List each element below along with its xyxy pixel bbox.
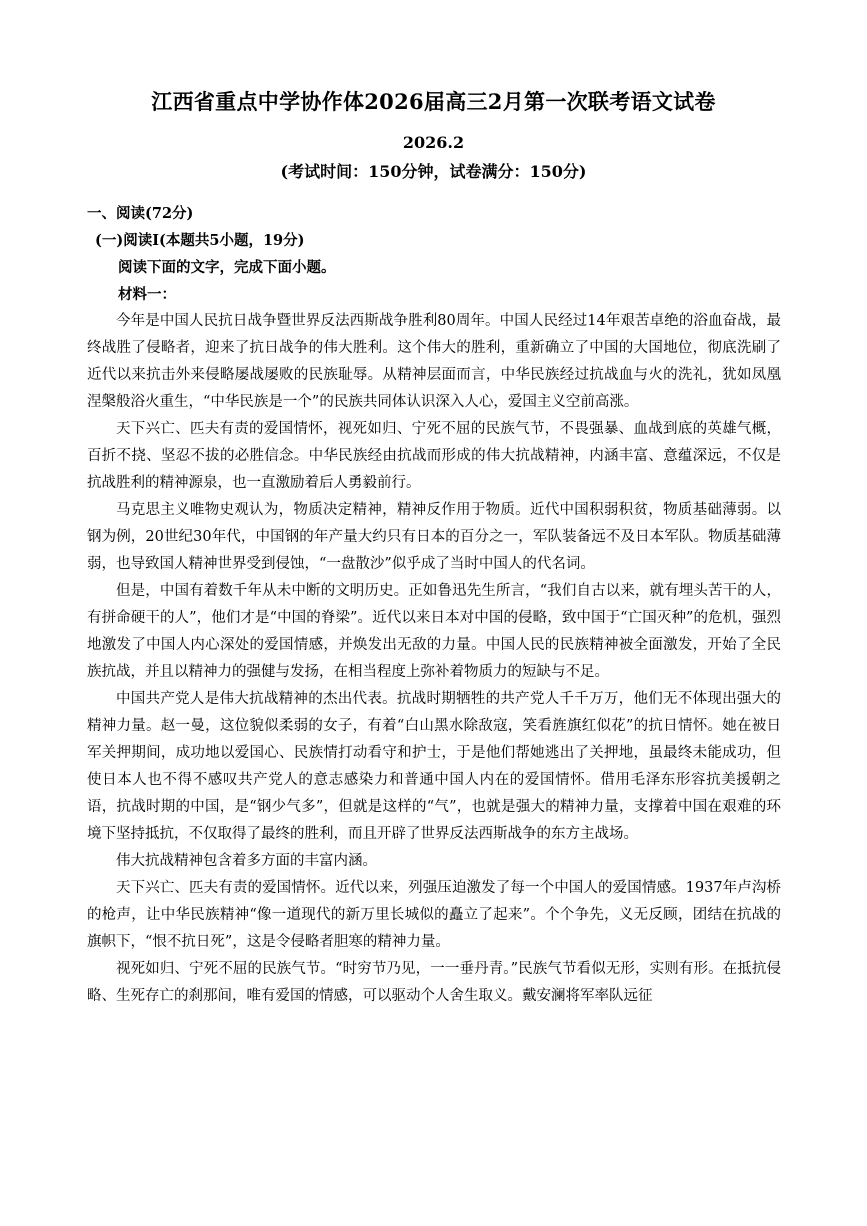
reading-instruction: 阅读下面的文字，完成下面小题。	[118, 259, 336, 276]
exam-content	[87, 200, 781, 1010]
exam-title: 江西省重点中学协作体2026届高三2月第一次联考语文试卷	[151, 89, 716, 114]
paragraph: 但是，中国有着数千年从未中断的文明历史。正如鲁迅先生所言，“我们自古以来，就有埋头苦干的人，有拼命硬干的人”，他们才是“中国的脊梁”。近代以来日本对中国的侵略，致中国于“亡国灭种”的危机，强烈地激发了中国人内心深处的爱国情感，并焕发出无敌的力量。中国人民的民族精神被全面激发，开始了全民族抗战，并且以精神力的强健与发扬，在相当程度上弥补着物质力的短缺与不足。	[87, 583, 781, 680]
subsection-heading: (一)阅读Ⅰ(本题共5小题，19分)	[95, 232, 305, 249]
paragraph: 中国共产党人是伟大抗战精神的杰出代表。抗战时期牺牲的共产党人千千万万，他们无不体现出强大的精神力量。赵一曼，这位貌似柔弱的女子，有着“白山黑水除敌寇，笑看旌旗红似花”的抗日情怀。她在被日军关押期间，成功地以爱国心、民族情打动看守和护士，于是他们帮她逃出了关押地，虽最终未能成功，但使日本人也不得不感叹共产党人的意志感染力和普通中国人内在的爱国情怀。借用毛泽东形容抗美援朝之语，抗战时期的中国，是“钢少气多”，但就是这样的“气”，也就是强大的精神力量，支撑着中国在艰难的环境下坚持抵抗，不仅取得了最终的胜利，而且开辟了世界反法西斯战争的东方主战场。	[87, 691, 781, 842]
paragraph: 今年是中国人民抗日战争暨世界反法西斯战争胜利80周年。中国人民经过14年艰苦卓绝的浴血奋战，最终战胜了侵略者，迎来了抗日战争的伟大胜利。这个伟大的胜利，重新确立了中国的大国地位，彻底洗刷了近代以来抗击外来侵略屡战屡败的民族耻辱。从精神层面而言，中华民族经过抗战血与火的洗礼，犹如凤凰涅槃般浴火重生，“中华民族是一个”的民族共同体认识深入人心，爱国主义空前高涨。	[87, 313, 781, 410]
paragraph: 马克思主义唯物史观认为，物质决定精神，精神反作用于物质。近代中国积弱积贫，物质基础薄弱。以钢为例，20世纪30年代，中国钢的年产量大约只有日本的百分之一，军队装备远不及日本军队。物质基础薄弱，也导致国人精神世界受到侵蚀，“一盘散沙”似乎成了当时中国人的代名词。	[87, 502, 781, 572]
section-heading: 一、阅读(72分)	[87, 205, 194, 222]
material-label: 材料一：	[118, 286, 176, 303]
paragraph: 伟大抗战精神包含着多方面的丰富内涵。	[116, 853, 377, 869]
paragraph: 天下兴亡、匹夫有责的爱国情怀，视死如归、宁死不屈的民族气节，不畏强暴、血战到底的英雄气概，百折不挠、坚忍不拔的必胜信念。中华民族经由抗战而形成的伟大抗战精神，内涵丰富、意蕴深远，不仅是抗战胜利的精神源泉，也一直激励着后人勇毅前行。	[87, 421, 781, 491]
paragraph: 视死如归、宁死不屈的民族气节。“时穷节乃见，一一垂丹青。”民族气节看似无形，实则有形。在抵抗侵略、生死存亡的刹那间，唯有爱国的情感，可以驱动个人舍生取义。戴安澜将军率队远征	[87, 961, 781, 1004]
paragraph: 天下兴亡、匹夫有责的爱国情怀。近代以来，列强压迫激发了每一个中国人的爱国情感。1937年卢沟桥的枪声，让中华民族精神“像一道现代的新万里长城似的矗立了起来”。个个争先，义无反顾，团结在抗战的旗帜下，“恨不抗日死”，这是令侵略者胆寒的精神力量。	[87, 880, 781, 950]
exam-info: (考试时间：150分钟，试卷满分：150分)	[280, 162, 587, 181]
exam-date: 2026.2	[402, 133, 465, 152]
